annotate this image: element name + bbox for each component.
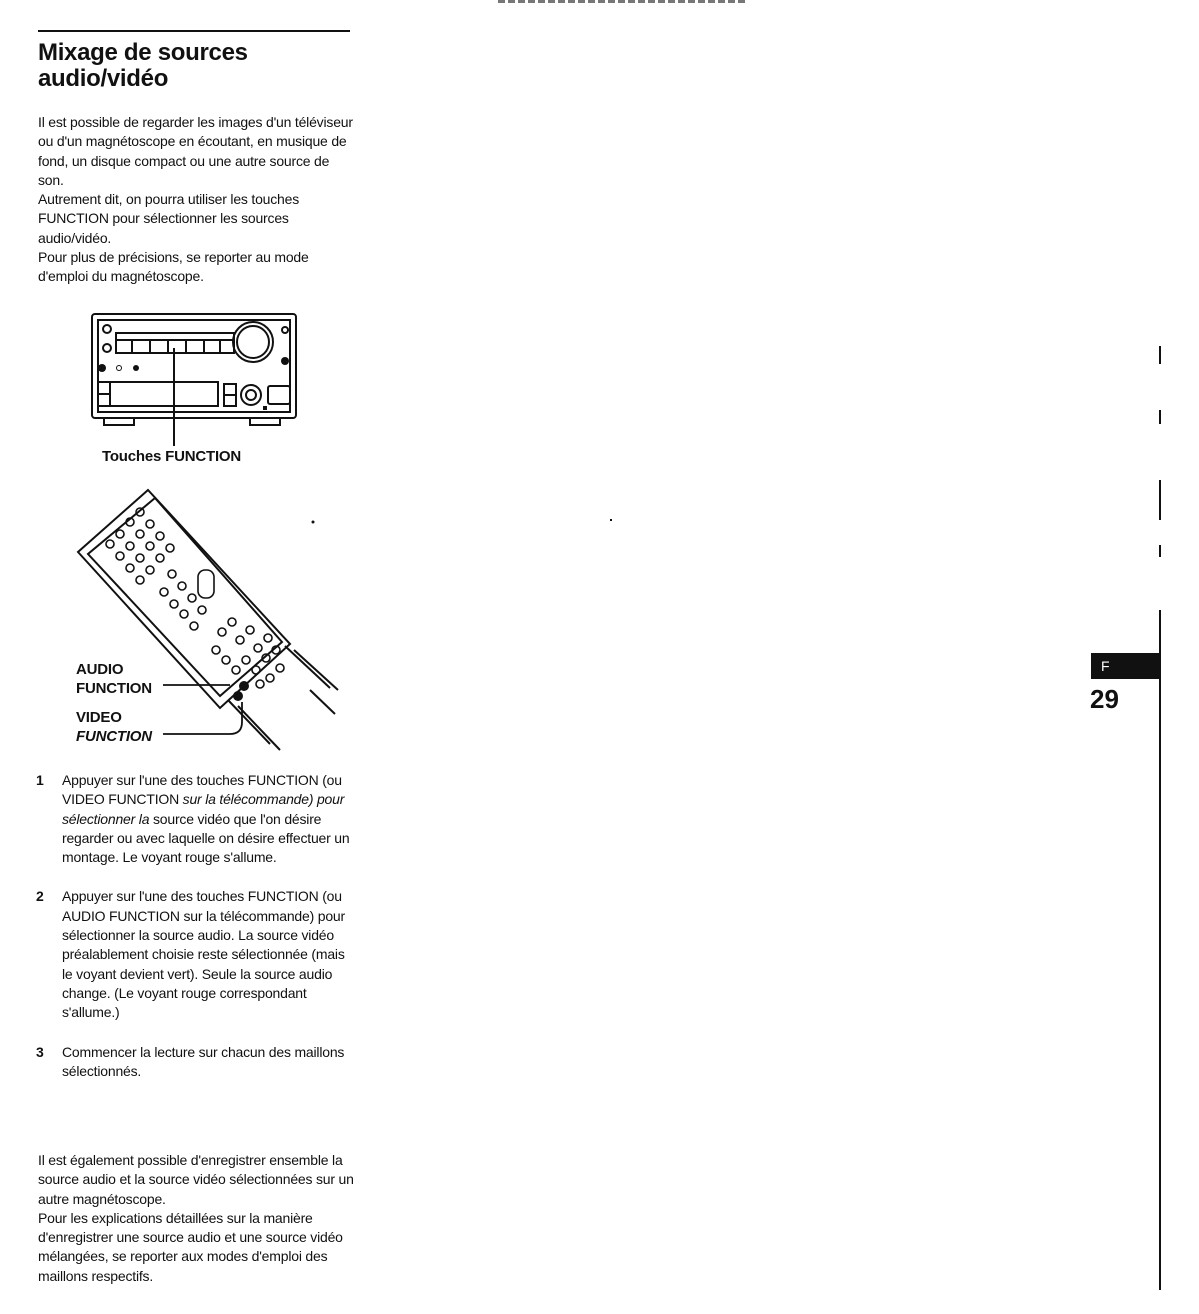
scan-dot [610,519,612,521]
section-title [38,40,358,92]
scan-mark [1159,480,1161,520]
closing-paragraph-1: Il est également possible d'enregistrer ensemble la source audio et la source vidéo sélectionnées sur un autre magnétoscope. [38,1152,354,1207]
audio-function-label-line-2: FUNCTION [76,680,152,697]
language-tab: F [1091,653,1161,679]
function-buttons-label: Touches FUNCTION [102,448,242,465]
step-1-text-b: source vidéo que l'on désire regarder ou avec laquelle on désire effectuer un montage. Le voyant rouge s'allume. [62,810,350,866]
video-function-label-line-2: FUNCTION [76,728,152,745]
step-2 [36,887,356,1022]
page-edge-rule [1159,610,1161,1290]
page-number: 29 [1090,684,1119,714]
step-3-number: 3 [36,1043,44,1060]
step-3 [36,1043,356,1082]
intro-paragraph-1: Il est possible de regarder les images d'un téléviseur ou d'un magnétoscope en écoutant, en musique de fond, un disque compact ou une autre source de son. [38,114,353,188]
video-function-label [76,708,152,746]
audio-function-label [76,660,152,698]
intro-paragraph-3: Pour plus de précisions, se reporter au mode d'emploi du magnétoscope. [38,249,309,285]
section-title-line-1: Mixage de sources [38,39,248,66]
intro-paragraph-2: Autrement dit, on pourra utiliser les touches FUNCTION pour sélectionner les sources audio/vidéo. [38,191,300,246]
step-2-text: Appuyer sur l'une des touches FUNCTION (ou AUDIO FUNCTION sur la télécommande) pour sélectionner la source audio. La source vidéo préalablement choisie reste sélectionnée (mais le voyant devient vert). Seule la source audio change. (Le voyant rouge correspondant s'allume.) [62,888,345,1021]
step-1-text [62,772,349,865]
top-rule [38,30,350,32]
audio-function-label-line-1: AUDIO [76,661,124,678]
steps-list [36,771,356,1081]
closing-paragraph-2: Pour les explications détaillées sur la manière d'enregistrer une source audio et une source vidéo mélangées, se reporter aux modes d'emploi des maillons respectifs. [38,1209,343,1284]
step-3-text: Commencer la lecture sur chacun des maillons sélectionnés. [62,1043,345,1079]
step-1-text-a: Appuyer sur l'une des touches FUNCTION (ou VIDEO FUNCTION [62,772,342,808]
header-ghost-text [498,0,748,3]
step-1-text-emphasis: sur la télécommande) pour sélectionner la [62,791,345,827]
video-function-label-line-1: VIDEO [76,709,122,726]
intro-text [38,113,356,287]
step-1-number: 1 [36,772,44,788]
section-title-line-2: audio/vidéo [38,65,169,92]
step-1 [36,771,356,867]
scan-mark [1159,410,1161,424]
scan-mark [1159,346,1161,364]
closing-text [38,1151,358,1286]
step-2-number: 2 [36,888,44,905]
scan-mark [1159,545,1161,557]
